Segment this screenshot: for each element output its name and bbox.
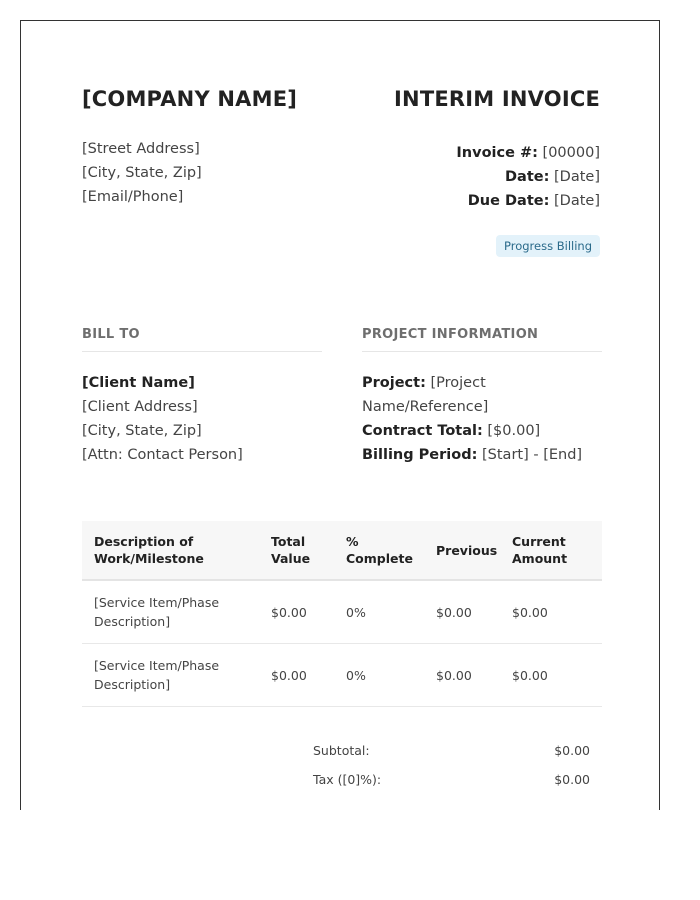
client-address: [Client Address] xyxy=(82,399,198,415)
project-info-heading: PROJECT INFORMATION xyxy=(362,327,539,342)
company-name: [COMPANY NAME] xyxy=(82,87,298,111)
line-items-table xyxy=(82,521,602,707)
totals-block xyxy=(313,741,590,799)
invoice-meta xyxy=(456,141,600,213)
company-address xyxy=(82,137,202,209)
column-header-total-value: Total Value xyxy=(259,521,334,580)
invoice-date-label: Date: xyxy=(505,169,550,185)
row-description: [Service Item/Phase Description] xyxy=(82,644,259,707)
row-current-amount: $0.00 xyxy=(500,644,602,707)
column-header-percent-complete: % Complete xyxy=(334,521,424,580)
table-row xyxy=(82,580,602,644)
project-info-block xyxy=(362,371,602,467)
subtotal-row xyxy=(313,741,590,770)
tax-value: $0.00 xyxy=(554,772,590,787)
client-name: [Client Name] xyxy=(82,375,195,391)
bill-to-heading: BILL TO xyxy=(82,327,140,342)
contract-total-value: [$0.00] xyxy=(487,423,541,439)
column-header-current-amount: Current Amount xyxy=(500,521,602,580)
invoice-number-label: Invoice #: xyxy=(456,145,538,161)
tax-row xyxy=(313,770,590,799)
bill-to-divider xyxy=(82,351,322,352)
row-total-value: $0.00 xyxy=(259,580,334,644)
invoice-title: INTERIM INVOICE xyxy=(394,87,600,111)
invoice-page xyxy=(20,20,660,810)
row-current-amount: $0.00 xyxy=(500,580,602,644)
project-value-line1: [Project xyxy=(430,375,486,391)
subtotal-label: Subtotal: xyxy=(313,743,370,758)
subtotal-value: $0.00 xyxy=(554,743,590,758)
company-city: [City, State, Zip] xyxy=(82,165,202,181)
client-attn: [Attn: Contact Person] xyxy=(82,447,243,463)
company-contact: [Email/Phone] xyxy=(82,189,184,205)
billing-period-value: [Start] - [End] xyxy=(482,447,583,463)
column-header-previous: Previous xyxy=(424,521,500,580)
company-street: [Street Address] xyxy=(82,141,200,157)
project-value-line2: Name/Reference] xyxy=(362,399,489,415)
project-label: Project: xyxy=(362,375,426,391)
contract-total-label: Contract Total: xyxy=(362,423,483,439)
row-previous: $0.00 xyxy=(424,580,500,644)
invoice-number-row xyxy=(456,141,600,165)
status-badge: Progress Billing xyxy=(496,235,600,257)
row-description: [Service Item/Phase Description] xyxy=(82,580,259,644)
due-date-label: Due Date: xyxy=(467,193,550,209)
row-previous: $0.00 xyxy=(424,644,500,707)
row-percent-complete: 0% xyxy=(334,644,424,707)
row-percent-complete: 0% xyxy=(334,580,424,644)
due-date-value: [Date] xyxy=(554,193,600,209)
invoice-number-value: [00000] xyxy=(542,145,600,161)
bill-to-block xyxy=(82,371,243,467)
table-row xyxy=(82,644,602,707)
project-info-divider xyxy=(362,351,602,352)
table-header-row xyxy=(82,521,602,580)
invoice-date-value: [Date] xyxy=(554,169,600,185)
invoice-date-row xyxy=(456,165,600,189)
tax-label: Tax ([0]%): xyxy=(313,772,382,787)
due-date-row xyxy=(456,189,600,213)
row-total-value: $0.00 xyxy=(259,644,334,707)
client-city: [City, State, Zip] xyxy=(82,423,202,439)
billing-period-label: Billing Period: xyxy=(362,447,478,463)
column-header-description: Description of Work/Milestone xyxy=(82,521,259,580)
